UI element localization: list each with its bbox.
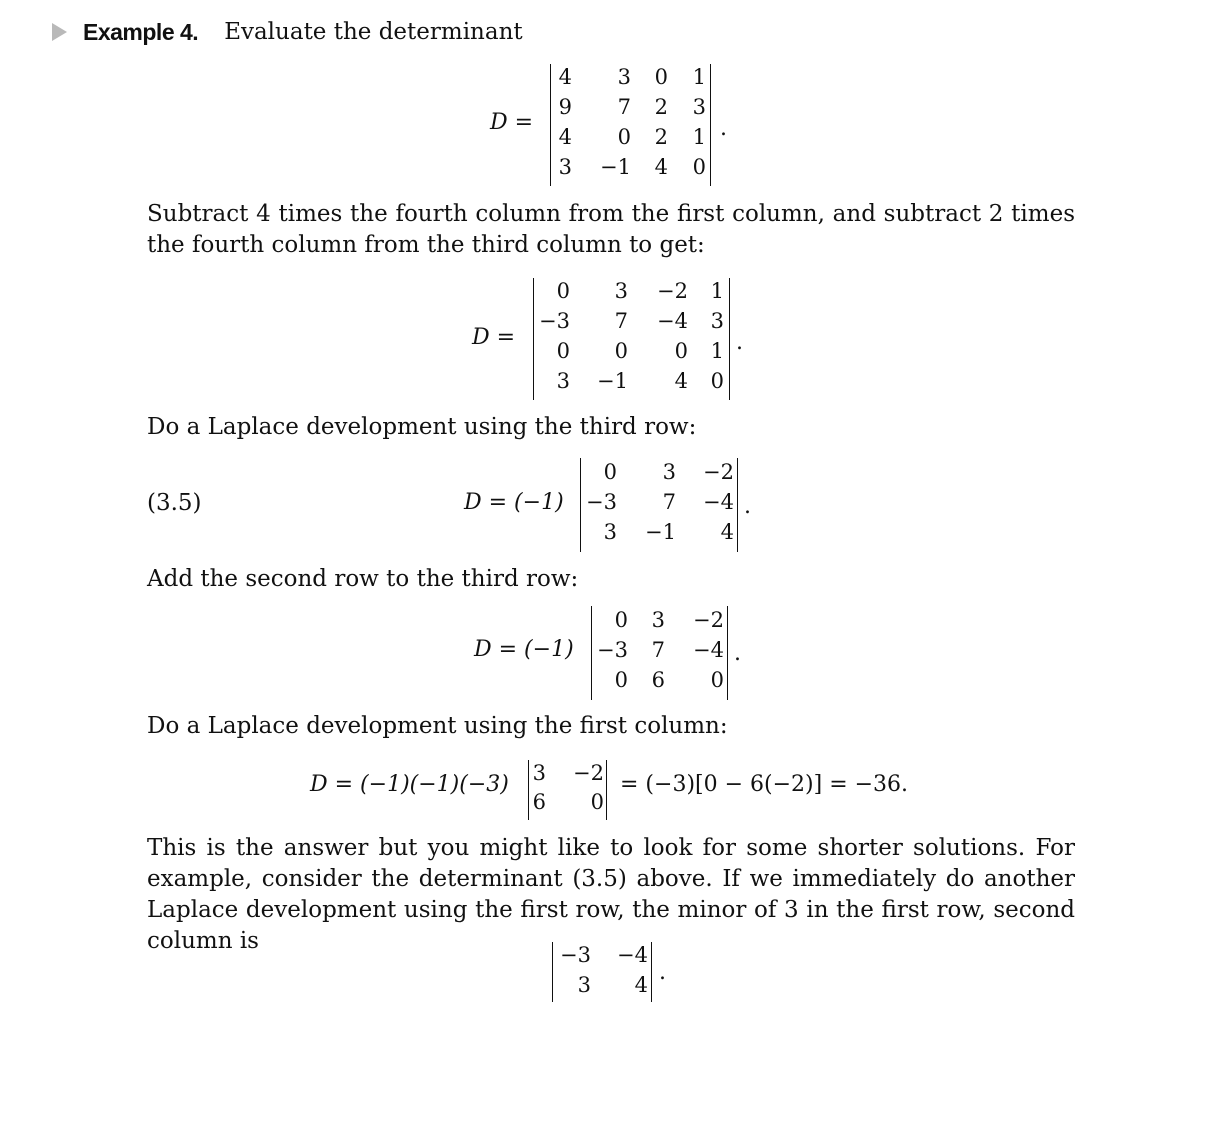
matrix-entry: −2 <box>703 460 734 484</box>
matrix-entry: 4 <box>674 369 688 393</box>
matrix-entry: 4 <box>558 65 572 89</box>
example-header <box>52 14 523 50</box>
matrix-entry: 3 <box>651 608 665 632</box>
matrix-entry: −3 <box>560 943 591 967</box>
matrix-entry: −3 <box>539 309 570 333</box>
matrix-entry: −4 <box>693 638 724 662</box>
eq4-right-bar <box>727 606 728 700</box>
matrix-entry: 1 <box>692 65 706 89</box>
matrix-entry: 0 <box>614 339 628 363</box>
eq3-right-bar <box>737 458 738 552</box>
matrix-entry: 4 <box>558 125 572 149</box>
matrix-entry: 0 <box>674 339 688 363</box>
matrix-entry: 7 <box>651 638 665 662</box>
matrix-entry: −4 <box>617 943 648 967</box>
eq3-lhs: D = (−1) <box>464 490 564 515</box>
matrix-entry: 3 <box>662 460 676 484</box>
eq4-lhs: D = (−1) <box>474 637 574 662</box>
matrix-entry: −3 <box>586 490 617 514</box>
matrix-entry: 7 <box>614 309 628 333</box>
matrix-entry: 0 <box>710 668 724 692</box>
matrix-entry: 3 <box>614 279 628 303</box>
equation-number: (3.5) <box>147 490 202 516</box>
matrix-entry: 0 <box>556 279 570 303</box>
matrix-entry: 3 <box>710 309 724 333</box>
matrix-entry: 2 <box>654 95 668 119</box>
matrix-entry: 6 <box>532 790 546 814</box>
matrix-entry: 4 <box>654 155 668 179</box>
matrix-entry: 2 <box>654 125 668 149</box>
eq1-period: . <box>720 116 727 141</box>
matrix-entry: −2 <box>693 608 724 632</box>
matrix-entry: 9 <box>558 95 572 119</box>
matrix-entry: −1 <box>597 369 628 393</box>
matrix-entry: 3 <box>603 520 617 544</box>
matrix-entry: 3 <box>532 761 546 785</box>
matrix-entry: 6 <box>651 668 665 692</box>
eq3-period: . <box>744 494 751 519</box>
example-label: Example 4. <box>83 18 199 45</box>
eq6-right-bar <box>651 942 652 1002</box>
paragraph-laplace-third-row: Do a Laplace development using the third row: <box>147 414 697 440</box>
matrix-entry: 3 <box>556 369 570 393</box>
matrix-entry: 7 <box>617 95 631 119</box>
eq5-rhs: = (−3)[0 − 6(−2)] = −36. <box>620 772 909 797</box>
eq2-lhs: D = <box>472 325 516 350</box>
paragraph-subtract-columns: Subtract 4 times the fourth column from the first column, and subtract 2 times the fourth column from the third column to get: <box>147 201 1075 258</box>
paragraph-add-rows: Add the second row to the third row: <box>147 566 579 592</box>
eq2-period: . <box>736 330 743 355</box>
matrix-entry: 0 <box>710 369 724 393</box>
matrix-entry: 0 <box>614 668 628 692</box>
eq2-right-bar <box>729 278 730 400</box>
matrix-entry: 0 <box>603 460 617 484</box>
matrix-entry: 3 <box>692 95 706 119</box>
matrix-entry: 0 <box>654 65 668 89</box>
matrix-entry: −4 <box>657 309 688 333</box>
matrix-entry: −2 <box>573 761 604 785</box>
matrix-entry: 1 <box>710 339 724 363</box>
matrix-entry: 0 <box>692 155 706 179</box>
matrix-entry: 0 <box>590 790 604 814</box>
eq1-right-bar <box>710 64 711 186</box>
matrix-entry: 0 <box>614 608 628 632</box>
triangle-marker-icon <box>52 23 67 41</box>
paragraph-laplace-first-column: Do a Laplace development using the first column: <box>147 713 728 739</box>
eq5-right-bar <box>606 760 607 820</box>
matrix-entry: −1 <box>645 520 676 544</box>
matrix-entry: 3 <box>558 155 572 179</box>
matrix-entry: 4 <box>720 520 734 544</box>
matrix-entry: 0 <box>556 339 570 363</box>
matrix-entry: 1 <box>710 279 724 303</box>
matrix-entry: −2 <box>657 279 688 303</box>
matrix-entry: 3 <box>617 65 631 89</box>
matrix-entry: −1 <box>600 155 631 179</box>
eq5-lhs: D = (−1)(−1)(−3) <box>310 772 509 797</box>
eq6-period: . <box>659 960 666 985</box>
matrix-entry: 0 <box>617 125 631 149</box>
paragraph-shorter-solutions: This is the answer but you might like to look for some shorter solutions. For example, consider the determinant (3.5) above. If we immediately do another Laplace development using the first row, the minor of 3 in the first row, second column is <box>147 835 1075 954</box>
eq1-lhs: D = <box>490 110 534 135</box>
matrix-entry: 7 <box>662 490 676 514</box>
eq4-period: . <box>734 641 741 666</box>
matrix-entry: −4 <box>703 490 734 514</box>
example-title: Evaluate the determinant <box>224 19 523 45</box>
matrix-entry: −3 <box>597 638 628 662</box>
matrix-entry: 3 <box>577 973 591 997</box>
matrix-entry: 4 <box>634 973 648 997</box>
matrix-entry: 1 <box>692 125 706 149</box>
